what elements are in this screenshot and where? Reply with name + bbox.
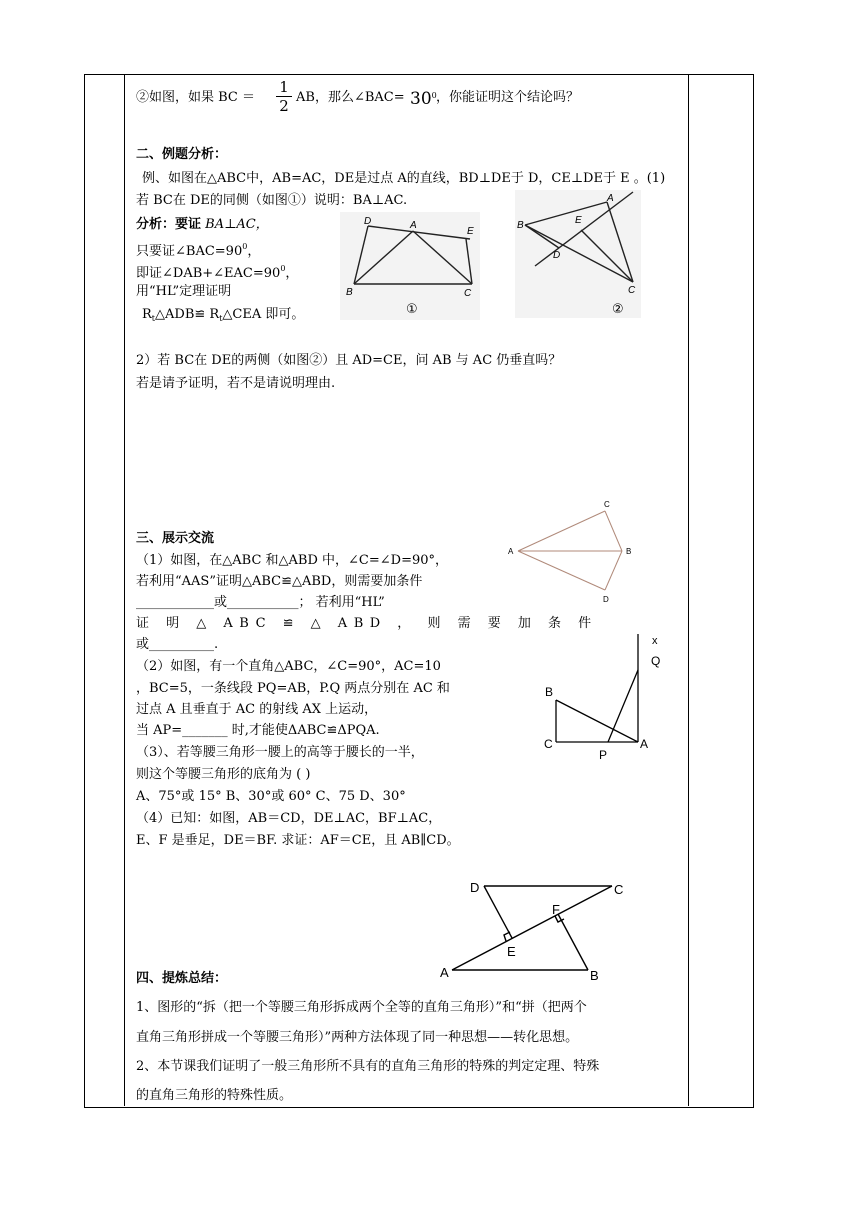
q2-degree: 0 <box>431 91 437 100</box>
part2-line-1: 2）若 BC在 DE的两侧（如图②）且 AD=CE，问 AB 与 AC 仍垂直吗？ <box>136 353 562 368</box>
fig5-label-f: F <box>552 902 560 917</box>
fig4-label-q: Q <box>651 654 661 668</box>
analysis-line-2-text: 只要证∠BAC=90 <box>136 244 243 259</box>
q2-line-a: （2）如图，有一个直角△ABC，∠C=90°，AC=10 <box>136 659 441 674</box>
part2-line-2: 若是请予证明，若不是请说明理由. <box>136 376 336 391</box>
q2-line-d: 当 AP=_______ 时,才能使ΔABC≌ΔPQA. <box>136 723 380 738</box>
q2-line-b: ，BC=5，一条线段 PQ=AB，P.Q 两点分别在 AC 和 <box>136 681 450 696</box>
q3-line-a: （3）、若等腰三角形一腰上的高等于腰长的一半， <box>136 745 424 760</box>
fraction-one-half <box>276 79 292 114</box>
analysis-end: △CEA 即可。 <box>222 307 305 322</box>
fig2-label-a: A <box>607 193 614 204</box>
fig2-label-b: B <box>517 220 524 231</box>
fig1-label-a: A <box>410 220 417 231</box>
example-line-1: 例、如图在△ABC中，AB=AC，DE是过点 A的直线，BD⊥DE于 D，CE⊥DE于 E 。(1) <box>142 171 666 186</box>
fig1-label-e: E <box>467 226 474 237</box>
q3-options: A、75°或 15° B、30°或 60° C、75 D、30° <box>136 789 406 804</box>
figure-ab-cd <box>432 874 632 986</box>
fig3-label-b: B <box>626 547 632 556</box>
example-line-2: 若 BC在 DE的同侧（如图①）说明：BA⊥AC. <box>136 193 408 208</box>
q2-line-c: 过点 A 且垂直于 AC 的射线 AX 上运动， <box>136 702 378 717</box>
figure-abc-abd <box>500 496 650 608</box>
line-de-p <box>484 886 512 938</box>
line-cb-k <box>605 511 622 551</box>
analysis-line-3-text: 即证∠DAB+∠EAC=90 <box>136 266 281 281</box>
fig2-caption: ② <box>612 301 624 316</box>
summary-2-line-a: 2、本节课我们证明了一般三角形所不具有的直角三角形的特殊的判定定理、特殊 <box>136 1059 600 1074</box>
fig5-label-e: E <box>507 944 516 959</box>
fig1-caption: ① <box>406 301 418 316</box>
analysis-line-3 <box>136 260 298 283</box>
q1-line-d: 证 明 △ ABC ≌ △ ABD ， 则 需 要 加 条 件 <box>136 616 598 631</box>
fig2-label-c: C <box>628 285 636 296</box>
fig4-label-a: A <box>640 737 649 751</box>
analysis-r1: R <box>142 307 152 322</box>
summary-1-line-b: 直角三角形拼成一个等腰三角形）”两种方法体现了同一种思想——转化思想。 <box>136 1030 579 1045</box>
fig5-label-a: A <box>440 965 449 980</box>
q1-line-b: 若利用“AAS”证明△ABC≌△ABD，则需要加条件 <box>136 574 423 589</box>
analysis-line-1 <box>136 216 269 234</box>
fig2-label-e: E <box>575 215 582 226</box>
line-ac-p <box>452 886 612 970</box>
section-3-heading: 三、展示交流 <box>136 531 215 546</box>
analysis-line-5 <box>142 306 304 328</box>
analysis-r2-sub: t <box>219 314 223 323</box>
section-2-heading: 二、例题分析： <box>136 147 228 162</box>
analysis-line-3-degree: 0 <box>280 264 286 273</box>
fig3-label-c: C <box>604 500 610 509</box>
q4-line-a: （4）已知：如图，AB＝CD，DE⊥AC，BF⊥AC， <box>136 811 442 826</box>
fig1-label-d: D <box>364 216 372 227</box>
fraction-denominator: 2 <box>279 97 289 115</box>
line-pq-r <box>608 670 638 742</box>
summary-2-line-b: 的直角三角形的特殊性质。 <box>136 1088 293 1103</box>
fig2-label-d: D <box>553 250 561 261</box>
figure-1 <box>340 212 480 320</box>
table-column-divider-right <box>688 74 689 1106</box>
fig4-label-b: B <box>545 685 554 699</box>
analysis-label: 分析：要证 <box>136 217 202 232</box>
fig3-label-a: A <box>508 547 514 556</box>
line-ac-k <box>518 511 605 551</box>
line-ad-k <box>518 551 605 590</box>
line-db-k <box>605 551 622 590</box>
analysis-mid: △ADB≌ R <box>155 307 220 322</box>
fig5-label-b: B <box>590 968 599 983</box>
table-column-divider-left <box>124 74 125 1106</box>
figure-right-triangle-ray <box>538 628 668 764</box>
analysis-line-4: 用“HL”定理证明 <box>136 284 232 299</box>
q3-line-b: 则这个等腰三角形的底角为 ( ) <box>136 767 311 782</box>
q2-suffix: ，你能证明这个结论吗？ <box>436 90 580 105</box>
summary-1-line-a: 1、图形的“拆（把一个等腰三角形拆成两个全等的直角三角形）”和“拼（把两个 <box>136 1000 587 1015</box>
figure-2-background <box>515 190 641 318</box>
fraction-numerator: 1 <box>279 78 289 96</box>
fig5-label-c: C <box>614 882 624 897</box>
fig3-label-d: D <box>603 595 609 604</box>
q4-line-b: E、F 是垂足，DE＝BF. 求证：AF＝CE，且 AB∥CD。 <box>136 833 460 848</box>
section-4-heading: 四、提炼总结： <box>136 971 228 986</box>
fig1-label-b: B <box>346 287 353 298</box>
fig4-label-c: C <box>544 737 553 751</box>
fig4-label-p: P <box>599 748 608 762</box>
line-bf-p <box>558 914 588 970</box>
q2-angle-number: 30 <box>410 89 432 109</box>
fig1-label-c: C <box>464 288 472 299</box>
analysis-line-2 <box>136 238 260 261</box>
q2-middle: AB，那么∠BAC= <box>296 90 405 105</box>
q2-angle-value <box>410 87 437 108</box>
q1-line-a: （1）如图，在△ABC 和△ABD 中，∠C=∠D=90°， <box>136 553 449 568</box>
analysis-r1-sub: t <box>151 314 156 323</box>
analysis-line-2-end: ， <box>247 244 261 259</box>
figure-2 <box>515 190 641 318</box>
q2-prefix: ②如图，如果 BC ＝ <box>136 90 256 105</box>
fig5-label-d: D <box>470 880 480 895</box>
analysis-line-2-degree: 0 <box>242 242 248 251</box>
fig4-label-x: x <box>652 635 658 647</box>
analysis-line-3-end: ， <box>285 266 299 281</box>
line-ba-r <box>556 700 638 742</box>
q1-line-e: 或__________. <box>136 637 219 652</box>
analysis-target: BA⊥AC， <box>205 217 269 232</box>
q1-line-c: ____________或___________； 若利用“HL” <box>136 595 385 610</box>
